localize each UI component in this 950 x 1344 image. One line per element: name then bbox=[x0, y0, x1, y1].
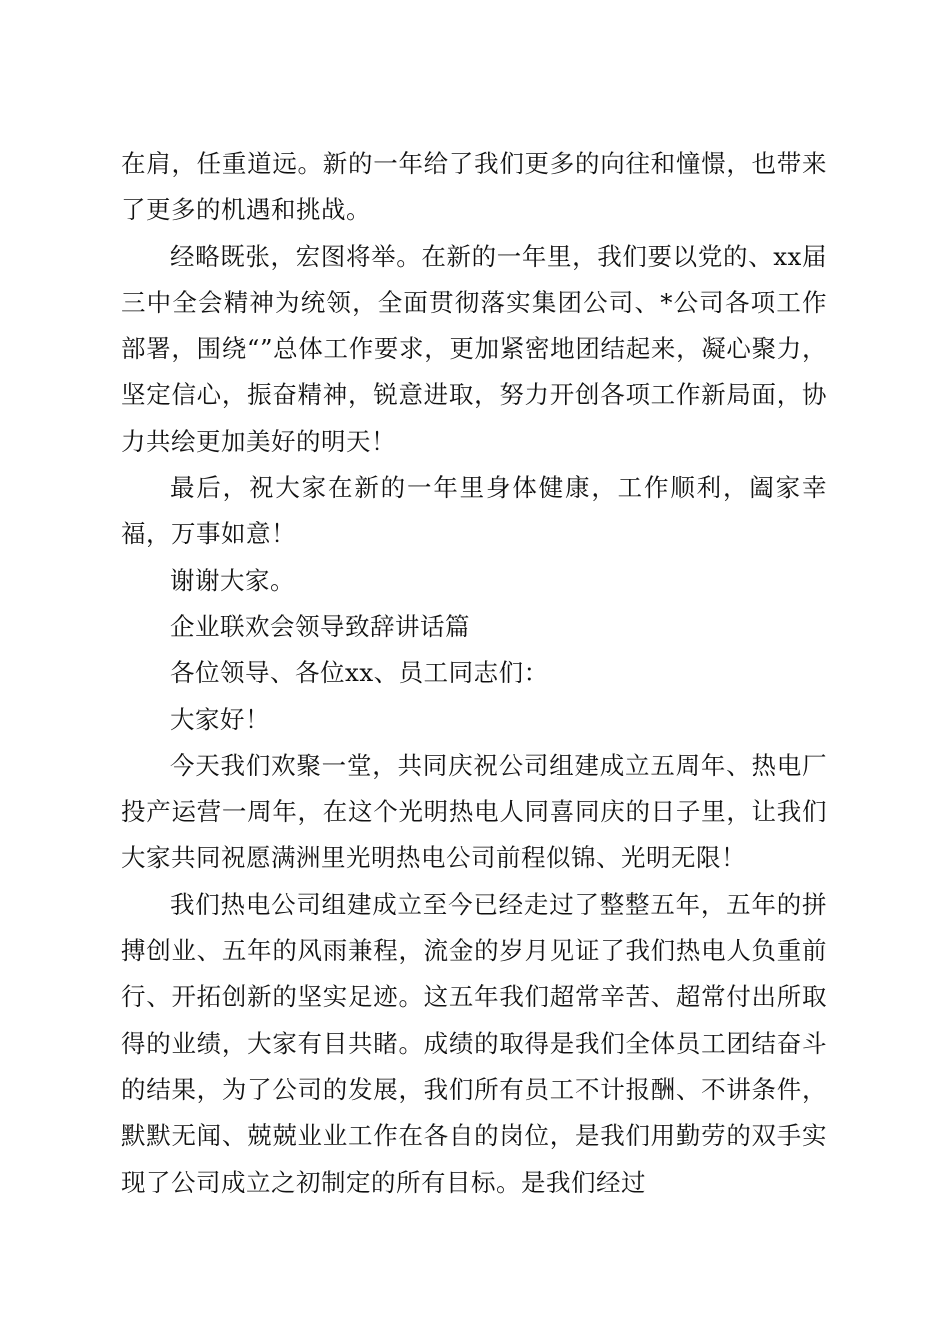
section-heading: 企业联欢会领导致辞讲话篇 bbox=[170, 611, 470, 641]
paragraph-1: 在肩，任重道远。新的一年给了我们更多的向往和憧憬，也带来了更多的机遇和挑战。 bbox=[121, 149, 827, 225]
document-body bbox=[121, 141, 827, 1206]
salutation: 各位领导、各位xx、员工同志们： bbox=[170, 658, 549, 688]
paragraph-3: 最后，祝大家在新的一年里身体健康，工作顺利，阖家幸福，万事如意！ bbox=[121, 473, 827, 549]
paragraph-8: 今天我们欢聚一堂，共同庆祝公司组建成立五周年、热电厂投产运营一周年，在这个光明热电人同喜同庆的日子里，让我们大家共同祝愿满洲里光明热电公司前程似锦、光明无限！ bbox=[121, 750, 827, 873]
paragraph-9: 我们热电公司组建成立至今已经走过了整整五年，五年的拼搏创业、五年的风雨兼程，流金的岁月见证了我们热电人负重前行、开拓创新的坚实足迹。这五年我们超常辛苦、超常付出所取得的业绩，大家有目共睹。成绩的取得是我们全体员工团结奋斗的结果，为了公司的发展，我们所有员工不计报酬、不讲条件，默默无闻、兢兢业业工作在各自的岗位，是我们用勤劳的双手实现了公司成立之初制定的所有目标。是我们经过 bbox=[121, 889, 827, 1197]
greeting: 大家好！ bbox=[170, 704, 270, 734]
paragraph-4: 谢谢大家。 bbox=[170, 565, 295, 595]
paragraph-2: 经略既张，宏图将举。在新的一年里，我们要以党的、xx届三中全会精神为统领，全面贯彻落实集团公司、*公司各项工作部署，围绕“”总体工作要求，更加紧密地团结起来，凝心聚力，坚定信心，振奋精神，锐意进取，努力开创各项工作新局面，协力共绘更加美好的明天！ bbox=[121, 241, 827, 456]
